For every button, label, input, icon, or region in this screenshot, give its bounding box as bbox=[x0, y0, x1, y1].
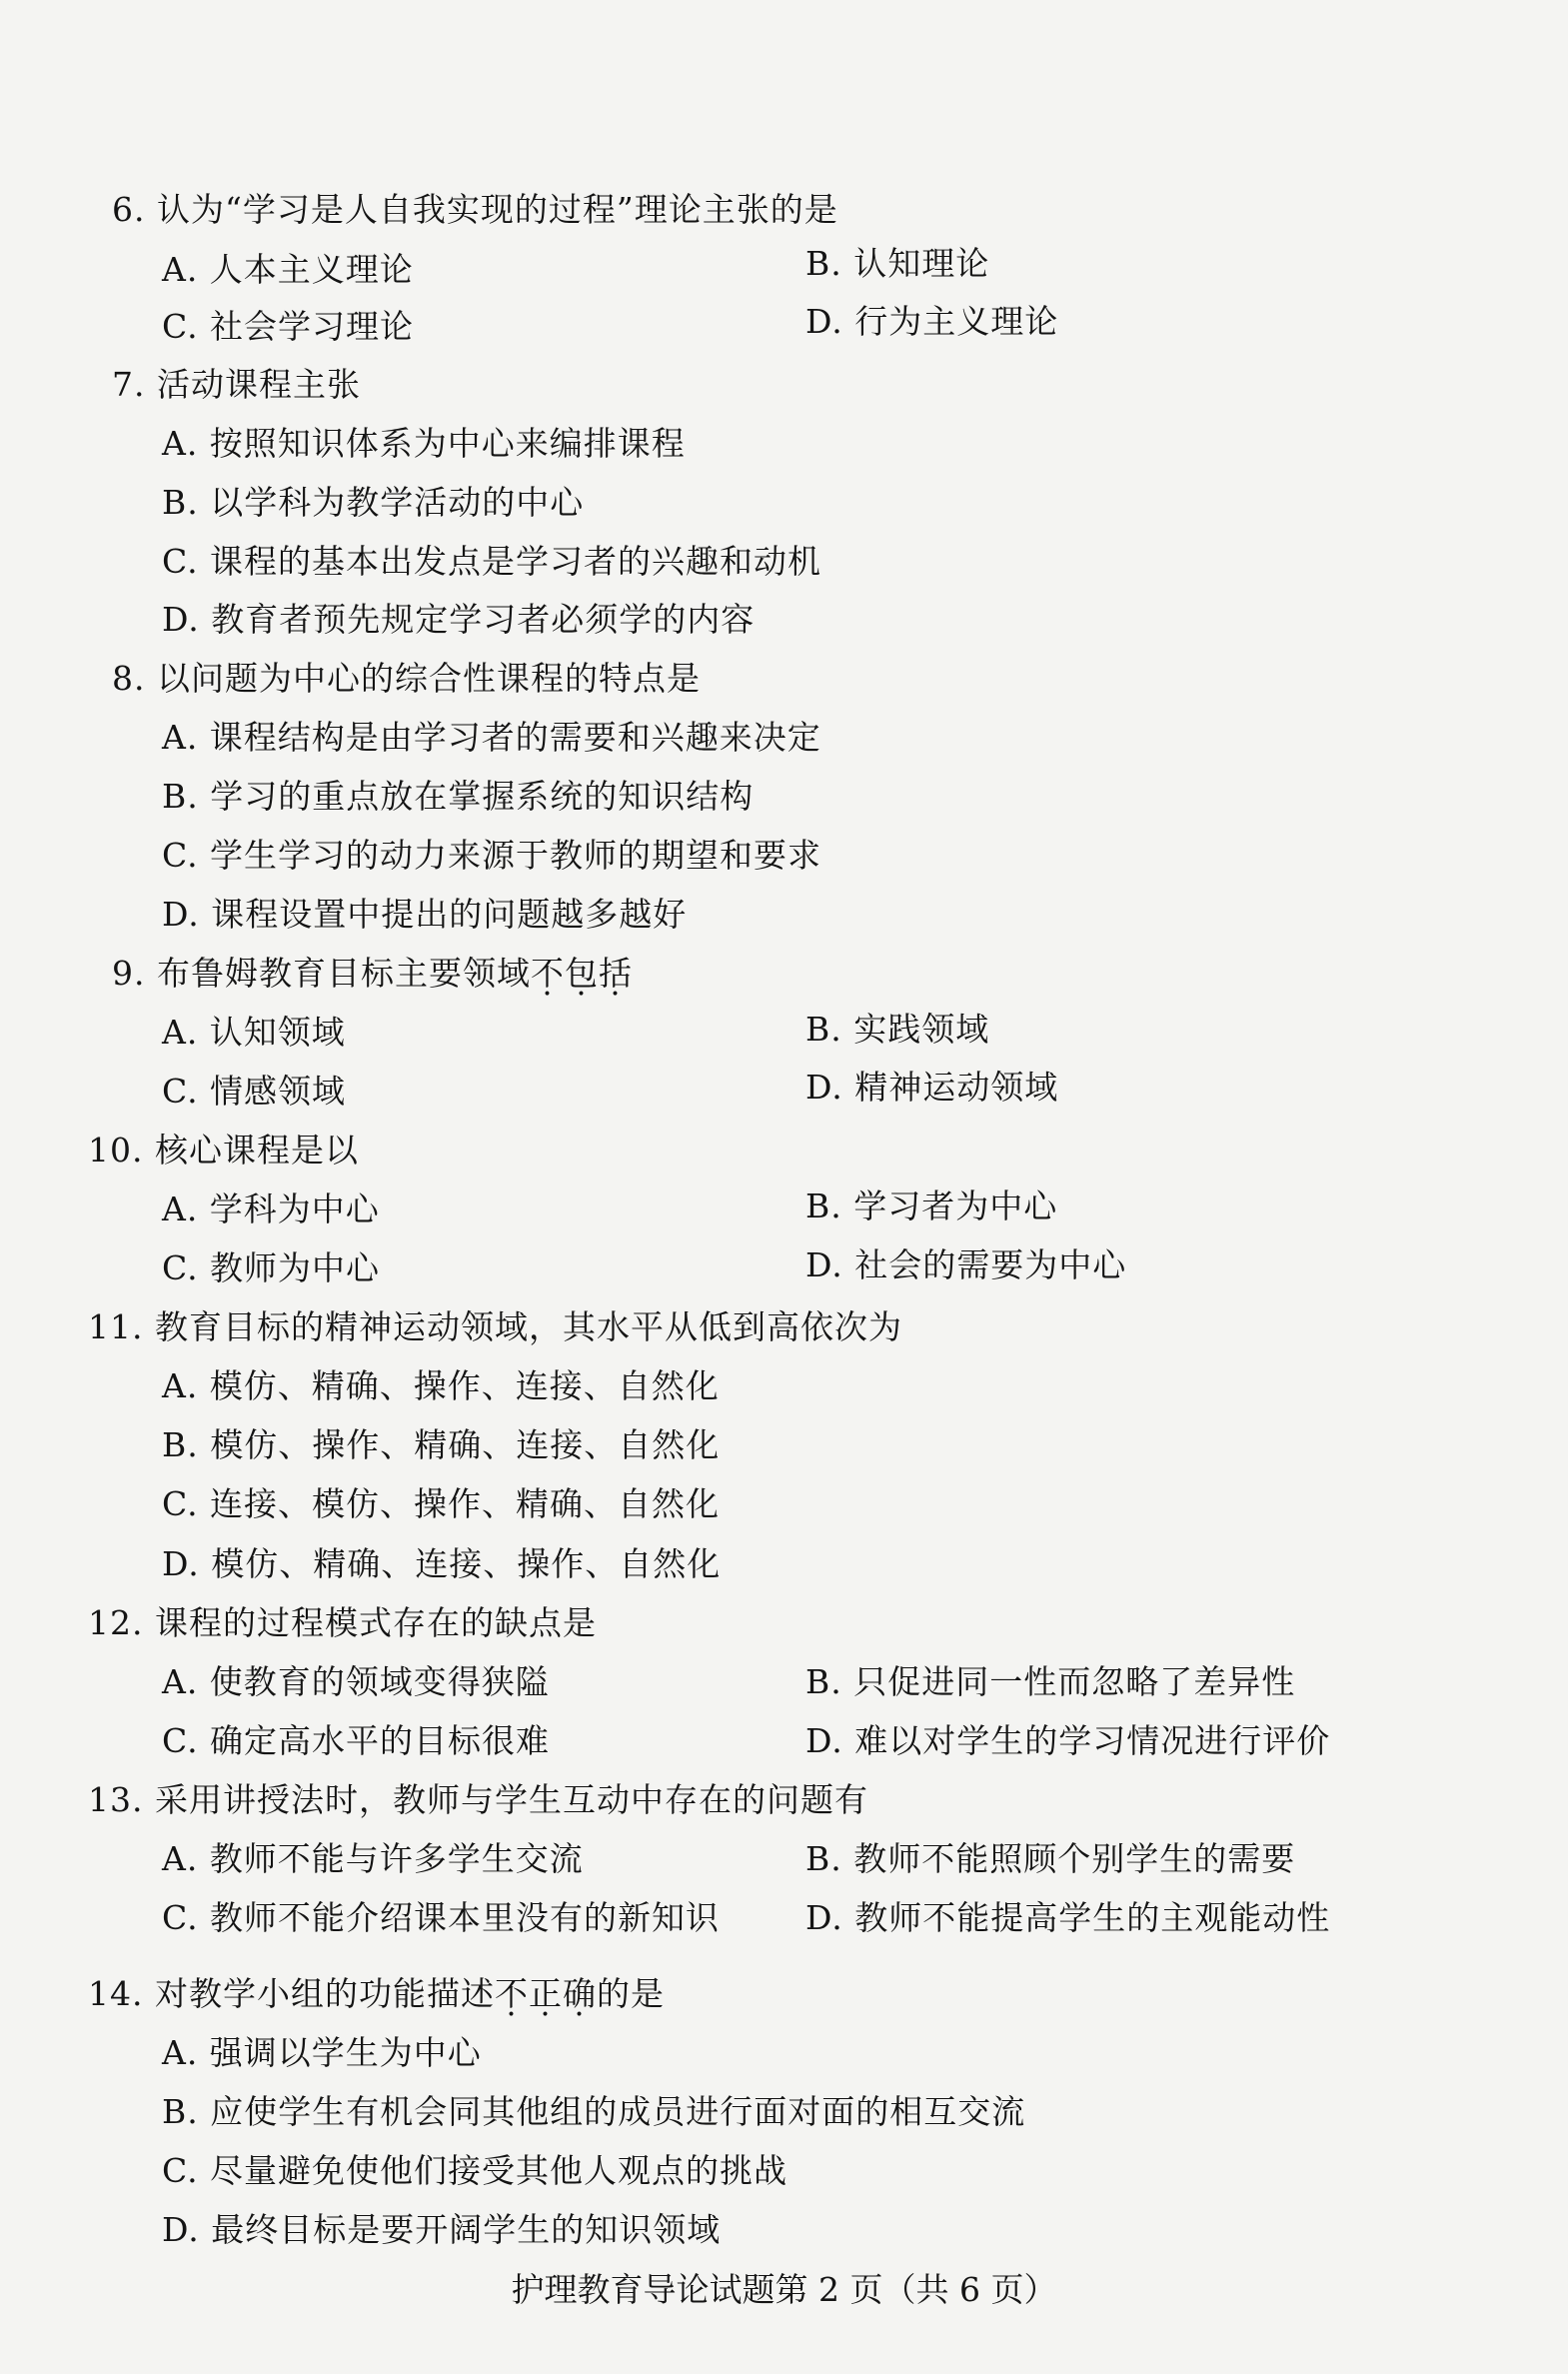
q12-option-d: D. 难以对学生的学习情况进行评价 bbox=[805, 1721, 1331, 1760]
q8-option-c: C. 学生学习的动力来源于教师的期望和要求 bbox=[162, 836, 822, 875]
q8-option-d: D. 课程设置中提出的问题越多越好 bbox=[162, 895, 688, 934]
question-6: 6. 认为“学习是人自我实现的过程”理论主张的是 bbox=[112, 190, 838, 229]
q9-option-b: B. 实践领域 bbox=[805, 1010, 990, 1049]
question-10: 10. 核心课程是以 bbox=[88, 1131, 359, 1170]
q6-option-b: B. 认知理论 bbox=[805, 244, 990, 283]
q14-option-b: B. 应使学生有机会同其他组的成员进行面对面的相互交流 bbox=[162, 2092, 1026, 2131]
q13-option-a: A. 教师不能与许多学生交流 bbox=[162, 1839, 584, 1878]
q6-option-d: D. 行为主义理论 bbox=[805, 302, 1059, 341]
q10-option-b: B. 学习者为中心 bbox=[805, 1187, 1058, 1225]
q11-option-c: C. 连接、模仿、操作、精确、自然化 bbox=[162, 1484, 721, 1523]
q12-option-c: C. 确定高水平的目标很难 bbox=[162, 1721, 551, 1760]
question-14: 14. 对教学小组的功能描述不正确的是 bbox=[88, 1974, 665, 2013]
q9-option-d: D. 精神运动领域 bbox=[805, 1068, 1059, 1107]
q6-option-a: A. 人本主义理论 bbox=[162, 250, 414, 289]
q7-option-a: A. 按照知识体系为中心来编排课程 bbox=[162, 424, 686, 463]
q7-option-b: B. 以学科为教学活动的中心 bbox=[162, 483, 585, 522]
q13-option-c: C. 教师不能介绍课本里没有的新知识 bbox=[162, 1898, 721, 1937]
question-9: 9. 布鲁姆教育目标主要领域不包括 bbox=[112, 954, 633, 993]
q11-option-b: B. 模仿、操作、精确、连接、自然化 bbox=[162, 1425, 721, 1464]
question-12: 12. 课程的过程模式存在的缺点是 bbox=[88, 1603, 597, 1642]
q13-option-d: D. 教师不能提高学生的主观能动性 bbox=[805, 1898, 1331, 1937]
question-13: 13. 采用讲授法时，教师与学生互动中存在的问题有 bbox=[88, 1780, 868, 1819]
q7-option-d: D. 教育者预先规定学习者必须学的内容 bbox=[162, 600, 756, 639]
q14-option-a: A. 强调以学生为中心 bbox=[162, 2033, 482, 2072]
q11-option-a: A. 模仿、精确、操作、连接、自然化 bbox=[162, 1366, 720, 1405]
q14-option-c: C. 尽量避免使他们接受其他人观点的挑战 bbox=[162, 2151, 788, 2190]
question-8: 8. 以问题为中心的综合性课程的特点是 bbox=[112, 659, 701, 698]
q6-option-c: C. 社会学习理论 bbox=[162, 307, 415, 346]
q9-option-a: A. 认知领域 bbox=[162, 1013, 346, 1052]
question-7: 7. 活动课程主张 bbox=[112, 365, 361, 404]
question-11: 11. 教育目标的精神运动领域，其水平从低到高依次为 bbox=[88, 1307, 902, 1346]
q9-option-c: C. 情感领域 bbox=[162, 1072, 347, 1111]
q10-option-a: A. 学科为中心 bbox=[162, 1189, 380, 1228]
q8-option-b: B. 学习的重点放在掌握系统的知识结构 bbox=[162, 777, 755, 816]
q10-option-c: C. 教师为中心 bbox=[162, 1248, 381, 1287]
q7-option-c: C. 课程的基本出发点是学习者的兴趣和动机 bbox=[162, 542, 822, 581]
page-footer: 护理教育导论试题第 2 页（共 6 页） bbox=[511, 2270, 1057, 2309]
q10-option-d: D. 社会的需要为中心 bbox=[805, 1245, 1127, 1284]
q13-option-b: B. 教师不能照顾个别学生的需要 bbox=[805, 1839, 1296, 1878]
q11-option-d: D. 模仿、精确、连接、操作、自然化 bbox=[162, 1544, 722, 1583]
q12-option-b: B. 只促进同一性而忽略了差异性 bbox=[805, 1662, 1296, 1701]
q14-option-d: D. 最终目标是要开阔学生的知识领域 bbox=[162, 2210, 722, 2249]
q12-option-a: A. 使教育的领域变得狭隘 bbox=[162, 1662, 550, 1701]
q8-option-a: A. 课程结构是由学习者的需要和兴趣来决定 bbox=[162, 718, 821, 757]
